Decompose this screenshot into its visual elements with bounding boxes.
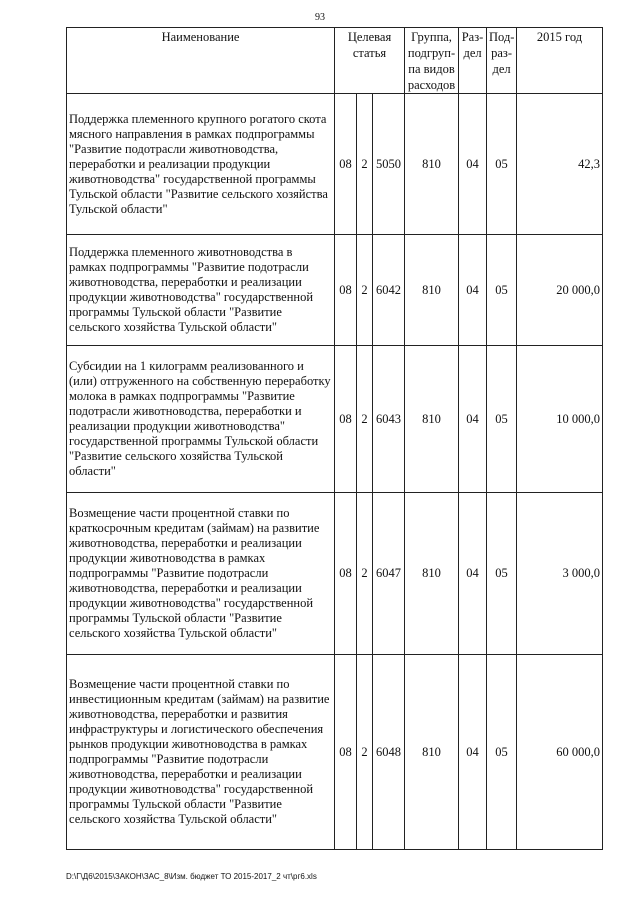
row-subsection: 05	[487, 346, 517, 493]
page-number: 93	[315, 12, 325, 23]
header-subsection: Под-раз-дел	[487, 28, 517, 94]
row-cs1: 08	[335, 493, 357, 655]
header-expense-group: Группа, подгруп-па видов расходов	[405, 28, 459, 94]
row-subsection: 05	[487, 493, 517, 655]
budget-table	[66, 27, 603, 850]
row-amount: 42,3	[517, 94, 603, 235]
row-cs2: 2	[357, 346, 373, 493]
row-cs3: 6048	[373, 655, 405, 850]
row-cs1: 08	[335, 655, 357, 850]
row-amount: 10 000,0	[517, 346, 603, 493]
table-header-row	[67, 28, 603, 94]
row-section: 04	[459, 235, 487, 346]
row-section: 04	[459, 94, 487, 235]
header-year: 2015 год	[517, 28, 603, 94]
row-amount: 3 000,0	[517, 493, 603, 655]
row-subsection: 05	[487, 94, 517, 235]
row-cs3: 5050	[373, 94, 405, 235]
row-name: Возмещение части процентной ставки по инвестиционным кредитам (займам) на развитие животноводства, переработки и развития инфраструктуры и логистического обеспечения рынков продукции животноводства в рамках подпрограммы "Развитие подотрасли животноводства, переработки и реализации продукции животноводства" государственной программы Тульской области "Развитие сельского хозяйства Тульской области"	[67, 655, 335, 850]
header-section: Раз-дел	[459, 28, 487, 94]
row-cs1: 08	[335, 346, 357, 493]
row-section: 04	[459, 655, 487, 850]
row-amount: 20 000,0	[517, 235, 603, 346]
row-amount: 60 000,0	[517, 655, 603, 850]
row-subsection: 05	[487, 235, 517, 346]
row-name: Поддержка племенного животноводства в рамках подпрограммы "Развитие подотрасли животноводства, переработки и реализации продукции животноводства" государственной программы Тульской области "Развитие сельского хозяйства Тульской области"	[67, 235, 335, 346]
row-cs2: 2	[357, 94, 373, 235]
row-cs3: 6047	[373, 493, 405, 655]
row-name: Поддержка племенного крупного рогатого скота мясного направления в рамках подпрограммы "Развитие подотрасли животноводства, переработки и реализации продукции животноводства" государственной программы Тульской области "Развитие сельского хозяйства Тульской области"	[67, 94, 335, 235]
row-cs2: 2	[357, 493, 373, 655]
row-section: 04	[459, 493, 487, 655]
row-name: Возмещение части процентной ставки по краткосрочным кредитам (займам) на развитие животноводства, переработки и реализации продукции животноводства в рамках подпрограммы "Развитие подотрасли животноводства, переработки и реализации продукции животноводства" государственной программы Тульской области "Развитие сельского хозяйства Тульской области"	[67, 493, 335, 655]
row-subsection: 05	[487, 655, 517, 850]
row-group: 810	[405, 346, 459, 493]
row-group: 810	[405, 493, 459, 655]
row-cs2: 2	[357, 235, 373, 346]
row-cs1: 08	[335, 94, 357, 235]
row-cs1: 08	[335, 235, 357, 346]
table-row	[67, 346, 603, 493]
header-name: Наименование	[67, 28, 335, 94]
row-group: 810	[405, 94, 459, 235]
row-group: 810	[405, 655, 459, 850]
table-row	[67, 655, 603, 850]
row-cs3: 6043	[373, 346, 405, 493]
row-group: 810	[405, 235, 459, 346]
row-name: Субсидии на 1 килограмм реализованного и (или) отгруженного на собственную переработку молока в рамках подпрограммы "Развитие подотрасли животноводства, переработки и реализации продукции животноводства" государственной программы Тульской области "Развитие сельского хозяйства Тульской области"	[67, 346, 335, 493]
table-row	[67, 235, 603, 346]
table-row	[67, 94, 603, 235]
row-cs2: 2	[357, 655, 373, 850]
row-cs3: 6042	[373, 235, 405, 346]
table-row	[67, 493, 603, 655]
header-target-article: Целевая статья	[335, 28, 405, 94]
row-section: 04	[459, 346, 487, 493]
file-path-footer: D:\Г\Д6\2015\ЗАКОН\ЗАС_8\Изм. бюджет ТО 2015-2017_2 чт\рг6.xls	[66, 872, 317, 881]
